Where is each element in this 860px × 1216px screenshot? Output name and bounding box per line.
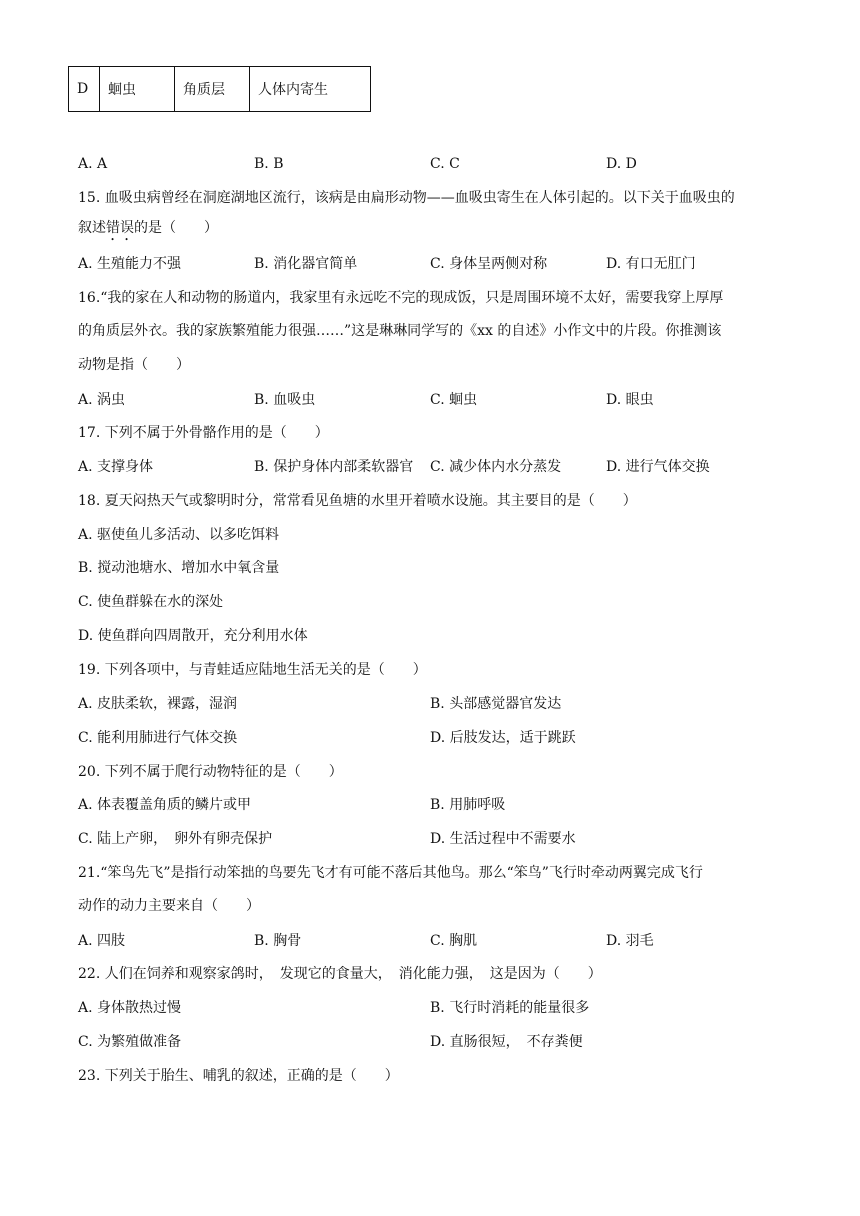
q17-option-d: D. 进行气体交换: [606, 459, 710, 475]
stem-text: 的是（ ）: [134, 220, 218, 236]
q19-option-b: B. 头部感觉器官发达: [430, 696, 562, 712]
q16-option-d: D. 眼虫: [606, 392, 654, 408]
q21-option-b: B. 胸骨: [254, 933, 302, 949]
stem-text: 叙述: [78, 220, 106, 236]
question-21-stem: 21.“笨鸟先飞”是指行动笨拙的鸟要先飞才有可能不落后其他鸟。那么“笨鸟”飞行时牵动两翼完成飞行: [78, 865, 703, 881]
q21-option-d: D. 羽毛: [606, 933, 654, 949]
q22-option-b: B. 飞行时消耗的能量很多: [430, 1000, 590, 1016]
q18-option-c: C. 使鱼群躲在水的深处: [78, 594, 224, 610]
q18-option-a: A. 驱使鱼儿多活动、以多吃饵料: [78, 527, 280, 543]
q14-option-b: B. B: [254, 156, 284, 172]
q15-option-a: A. 生殖能力不强: [78, 256, 182, 272]
question-15-stem: 15. 血吸虫病曾经在洞庭湖地区流行，该病是由扁形动物——血吸虫寄生在人体引起的。以下关于血吸虫的: [78, 190, 735, 206]
q16-option-c: C. 蛔虫: [430, 392, 478, 408]
table-cell: D: [69, 67, 100, 112]
q16-option-b: B. 血吸虫: [254, 392, 316, 408]
q17-option-b: B. 保护身体内部柔软器官: [254, 459, 414, 475]
question-15-stem-cont: [78, 218, 218, 244]
q20-option-d: D. 生活过程中不需要水: [430, 831, 576, 847]
question-21-stem-cont: 动作的动力主要来自（ ）: [78, 898, 260, 914]
q21-option-a: A. 四肢: [78, 933, 126, 949]
question-16-stem-cont: 的角质层外衣。我的家族繁殖能力很强……”这是琳琳同学写的《xx 的自述》小作文中的片段。你推测该: [78, 323, 722, 339]
q20-option-c: C. 陆上产卵， 卵外有卵壳保护: [78, 831, 273, 847]
question-22-stem: 22. 人们在饲养和观察家鸽时， 发现它的食量大， 消化能力强， 这是因为（ ）: [78, 966, 602, 982]
q18-option-b: B. 搅动池塘水、增加水中氧含量: [78, 560, 280, 576]
question-18-stem: 18. 夏天闷热天气或黎明时分，常常看见鱼塘的水里开着喷水设施。其主要目的是（ ）: [78, 493, 637, 509]
q15-option-d: D. 有口无肛门: [606, 256, 696, 272]
q19-option-a: A. 皮肤柔软，裸露，湿润: [78, 696, 238, 712]
q22-option-a: A. 身体散热过慢: [78, 1000, 182, 1016]
q20-option-b: B. 用肺呼吸: [430, 797, 506, 813]
q22-option-c: C. 为繁殖做准备: [78, 1034, 182, 1050]
question-16-stem-cont: 动物是指（ ）: [78, 357, 190, 373]
q22-option-d: D. 直肠很短， 不存粪便: [430, 1034, 583, 1050]
question-19-stem: 19. 下列各项中，与青蛙适应陆地生活无关的是（ ）: [78, 662, 427, 678]
q14-option-d: D. D: [606, 156, 637, 172]
question-16-stem: 16.“我的家在人和动物的肠道内，我家里有永远吃不完的现成饭，只是周围环境不太好，需要我穿上厚厚: [78, 290, 724, 306]
question-23-stem: 23. 下列关于胎生、哺乳的叙述，正确的是（ ）: [78, 1068, 399, 1084]
q17-option-a: A. 支撑身体: [78, 459, 154, 475]
table-cell: 蛔虫: [100, 67, 175, 112]
q14-option-a: A. A: [78, 156, 108, 172]
question-20-stem: 20. 下列不属于爬行动物特征的是（ ）: [78, 764, 343, 780]
table-cell: 人体内寄生: [250, 67, 371, 112]
q20-option-a: A. 体表覆盖角质的鳞片或甲: [78, 797, 252, 813]
table-cell: 角质层: [175, 67, 250, 112]
emphasized-word: 错误: [106, 220, 134, 236]
q17-option-c: C. 减少体内水分蒸发: [430, 459, 562, 475]
q16-option-a: A. 涡虫: [78, 392, 126, 408]
q18-option-d: D. 使鱼群向四周散开，充分利用水体: [78, 628, 308, 644]
table-row: [69, 67, 371, 112]
q19-option-c: C. 能利用肺进行气体交换: [78, 730, 238, 746]
q15-option-b: B. 消化器官简单: [254, 256, 358, 272]
q21-option-c: C. 胸肌: [430, 933, 478, 949]
q19-option-d: D. 后肢发达，适于跳跃: [430, 730, 576, 746]
q15-option-c: C. 身体呈两侧对称: [430, 256, 548, 272]
answer-table-fragment: [68, 66, 371, 112]
question-17-stem: 17. 下列不属于外骨骼作用的是（ ）: [78, 425, 329, 441]
q14-option-c: C. C: [430, 156, 460, 172]
